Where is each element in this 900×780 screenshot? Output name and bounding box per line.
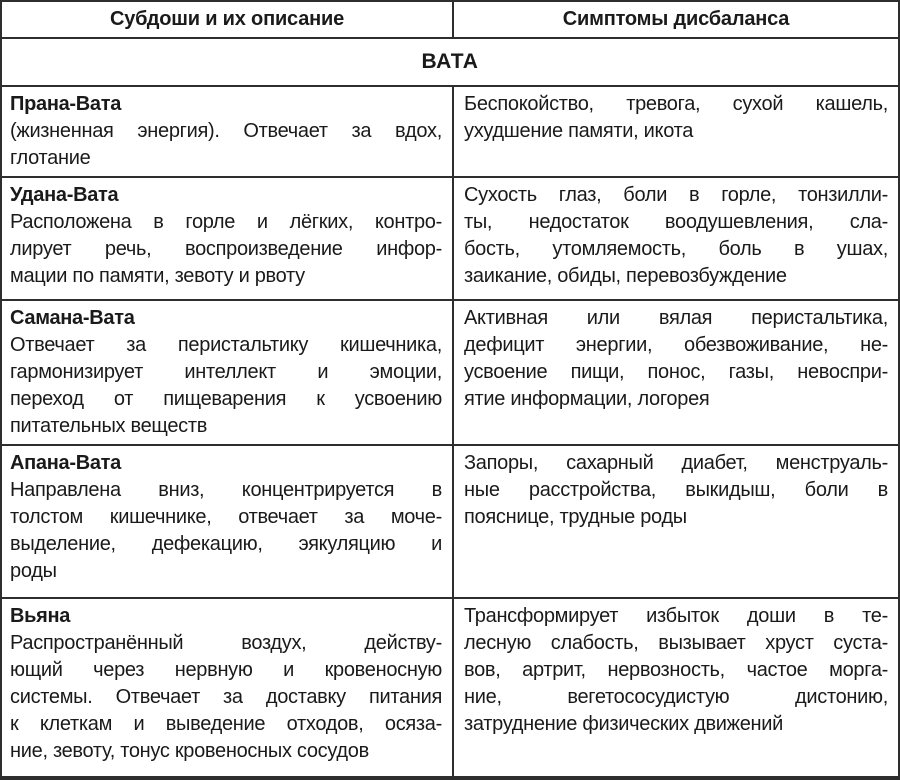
text-line: переход от пищеварения к усвоению: [10, 388, 442, 410]
text-line: затруднение физических движений: [464, 713, 784, 735]
table-body: [2, 87, 898, 777]
column-header-subdoshas: Субдоши и их описание: [2, 2, 454, 37]
symptoms-cell: [454, 178, 898, 299]
table-row: [2, 87, 898, 178]
text-line: дефицит энергии, обезвоживание, не-: [464, 334, 888, 356]
text-line: Отвечает за перистальтику кишечника,: [10, 334, 442, 356]
text-line: глотание: [10, 147, 91, 169]
text-line: Сухость глаз, боли в горле, тонзилли-: [464, 184, 888, 206]
text-line: заикание, обиды, перевозбуждение: [464, 265, 787, 287]
text-line: ятие информации, логорея: [464, 388, 710, 410]
table-row: [2, 178, 898, 301]
subdosha-description-cell: [2, 178, 454, 299]
text-line: мации по памяти, зевоту и рвоту: [10, 265, 305, 287]
text-line: ние, зевоту, тонус кровеносных сосудов: [10, 740, 369, 762]
text-line: Активная или вялая перистальтика,: [464, 307, 888, 329]
text-line: гармонизирует интеллект и эмоции,: [10, 361, 442, 383]
symptoms-cell: [454, 446, 898, 597]
section-header-vata: ВАТА: [2, 39, 898, 87]
subdosha-title: Апана-Вата: [10, 452, 121, 474]
text-line: толстом кишечнике, отвечает за моче-: [10, 506, 442, 528]
text-line: ты, недостаток воодушевления, сла-: [464, 211, 888, 233]
text-line: (жизненная энергия). Отвечает за вдох,: [10, 120, 442, 142]
table-row: [2, 599, 898, 777]
text-line: лирует речь, воспроизведение инфор-: [10, 238, 442, 260]
subdosha-title: Вьяна: [10, 605, 71, 627]
text-line: Распространённый воздух, действу-: [10, 632, 442, 654]
text-line: выделение, дефекацию, эякуляцию и: [10, 533, 442, 555]
text-line: Беспокойство, тревога, сухой кашель,: [464, 93, 888, 115]
text-line: бость, утомляемость, боль в ушах,: [464, 238, 888, 260]
text-line: системы. Отвечает за доставку питания: [10, 686, 442, 708]
symptoms-cell: [454, 301, 898, 444]
symptoms-cell: [454, 599, 898, 777]
text-line: ющий через нервную и кровеносную: [10, 659, 442, 681]
text-line: к клеткам и выведение отходов, осяза-: [10, 713, 442, 735]
text-line: Направлена вниз, концентрируется в: [10, 479, 442, 501]
column-header-symptoms: Симптомы дисбаланса: [562, 8, 790, 30]
subdosha-title: Самана-Вата: [10, 307, 135, 329]
table-row: [2, 301, 898, 446]
text-line: Расположена в горле и лёгких, контро-: [10, 211, 442, 233]
text-line: лесную слабость, вызывает хруст суста-: [464, 632, 888, 654]
text-line: ние, вегетососудистую дистонию,: [464, 686, 888, 708]
subdosha-title: Удана-Вата: [10, 184, 119, 206]
text-line: усвоение пищи, понос, газы, невоспри-: [464, 361, 888, 383]
text-line: Запоры, сахарный диабет, менструаль-: [464, 452, 888, 474]
subdosha-description-cell: [2, 446, 454, 597]
text-line: ные расстройства, выкидыш, боли в: [464, 479, 888, 501]
table-row: [2, 446, 898, 599]
text-line: питательных веществ: [10, 415, 208, 437]
text-line: роды: [10, 560, 57, 582]
subdosha-description-cell: [2, 599, 454, 777]
text-line: пояснице, трудные роды: [464, 506, 687, 528]
subdosha-title: Прана-Вата: [10, 93, 122, 115]
subdosha-description-cell: [2, 87, 454, 176]
table-header-row: [2, 2, 898, 39]
text-line: Трансформирует избыток доши в те-: [464, 605, 888, 627]
subdosha-description-cell: [2, 301, 454, 444]
text-line: вов, артрит, нервозность, частое морга-: [464, 659, 888, 681]
symptoms-cell: [454, 87, 898, 176]
text-line: ухудшение памяти, икота: [464, 120, 694, 142]
